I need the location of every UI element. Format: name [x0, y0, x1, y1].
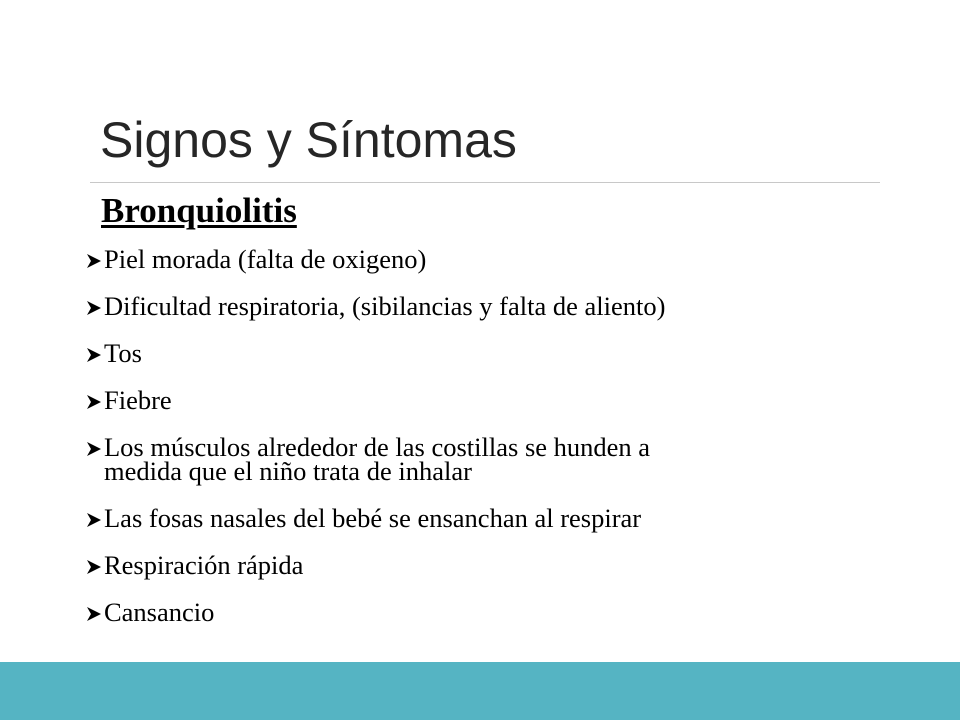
arrowhead-bullet-icon: [86, 300, 104, 316]
list-item: [86, 503, 886, 533]
list-item-text: Cansancio: [104, 597, 215, 627]
list-item: [86, 338, 886, 368]
list-item-text: Piel morada (falta de oxigeno): [104, 244, 427, 274]
arrowhead-bullet-icon: [86, 347, 104, 363]
list-item-text: Tos: [104, 338, 142, 368]
list-item-text: Las fosas nasales del bebé se ensanchan al respirar: [104, 503, 642, 533]
list-item: [86, 432, 886, 486]
list-item: [86, 244, 886, 274]
list-item-text: Fiebre: [104, 385, 172, 415]
list-item-text: Dificultad respiratoria, (sibilancias y falta de aliento): [104, 291, 666, 321]
arrowhead-bullet-icon: [86, 559, 104, 575]
symptom-list: [86, 244, 886, 627]
footer-accent-bar: [0, 662, 960, 720]
list-item: [86, 385, 886, 415]
list-item: [86, 291, 886, 321]
arrowhead-bullet-icon: [86, 512, 104, 528]
arrowhead-bullet-icon: [86, 606, 104, 622]
arrowhead-bullet-icon: [86, 394, 104, 410]
slide-subtitle: Bronquiolitis: [101, 191, 297, 230]
list-item: [86, 550, 886, 580]
arrowhead-bullet-icon: [86, 441, 104, 457]
list-item-text: Respiración rápida: [104, 550, 304, 580]
list-item: [86, 597, 886, 627]
slide-title: Signos y Síntomas: [100, 112, 517, 168]
title-divider: [90, 182, 880, 183]
arrowhead-bullet-icon: [86, 253, 104, 269]
list-item-text: Los músculos alrededor de las costillas se hunden a medida que el niño trata de inhalar: [104, 432, 651, 486]
